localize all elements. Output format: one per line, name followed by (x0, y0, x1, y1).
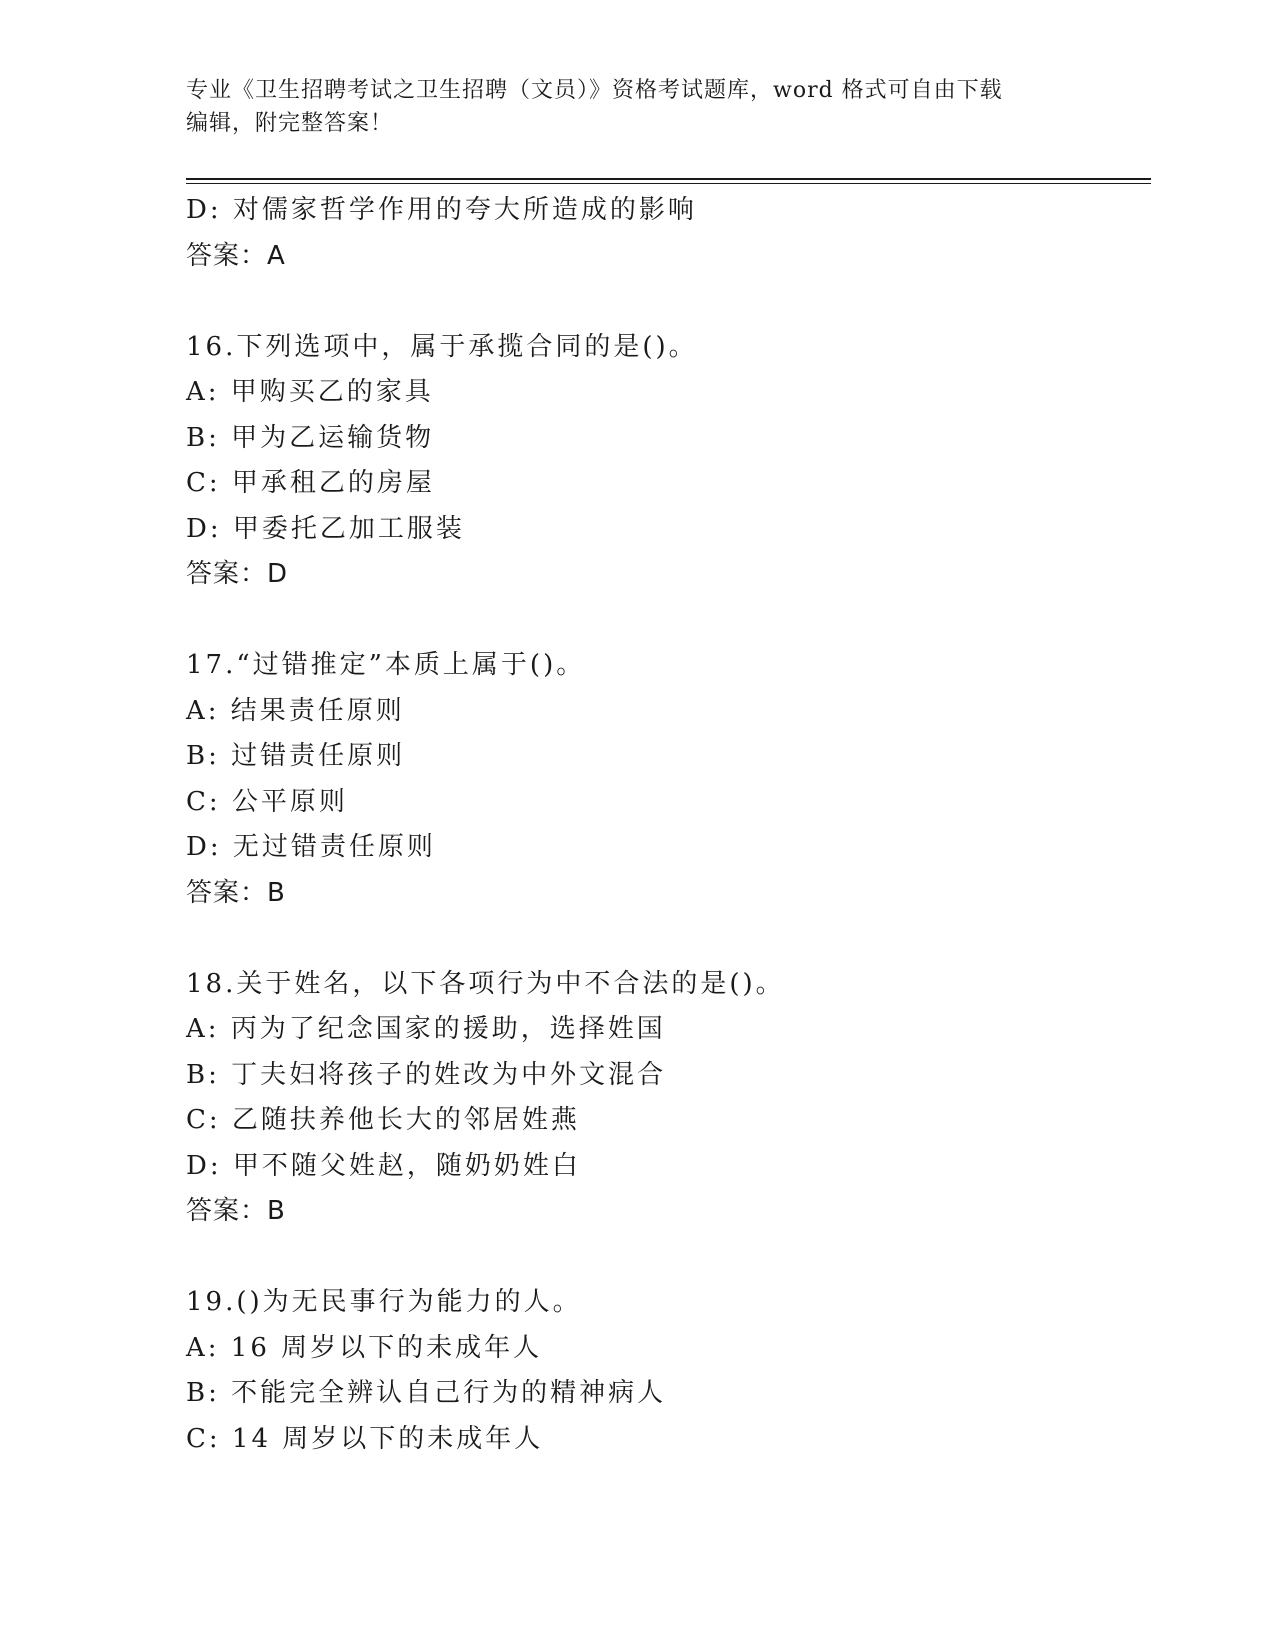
question-list (186, 188, 1146, 1462)
option-b: B: 不能完全辨认自己行为的精神病人 (186, 1378, 667, 1408)
question-stem: 17.“过错推定”本质上属于()。 (186, 650, 586, 680)
option-d: D: 无过错责任原则 (186, 832, 436, 862)
option-a: A: 甲购买乙的家具 (186, 377, 434, 407)
option-d: D: 甲委托乙加工服装 (186, 513, 465, 544)
answer-line: 答案：D (186, 559, 289, 589)
option-b: B: 甲为乙运输货物 (186, 422, 435, 453)
option-d: D: 甲不随父姓赵，随奶奶姓白 (186, 1150, 581, 1181)
option-c: C: 公平原则 (186, 786, 348, 817)
option-a: A: 丙为了纪念国家的援助，选择姓国 (186, 1014, 666, 1044)
option-b: B: 丁夫妇将孩子的姓改为中外文混合 (186, 1059, 667, 1090)
option-c: C: 甲承租乙的房屋 (186, 468, 435, 498)
option-d: D: 对儒家哲学作用的夸大所造成的影响 (186, 195, 697, 225)
header-divider (186, 178, 1151, 180)
question-stem: 18.关于姓名，以下各项行为中不合法的是()。 (186, 968, 785, 999)
header-divider-thin (186, 183, 1151, 184)
document-header (186, 74, 1066, 140)
header-line-2: 编辑，附完整答案！ (186, 111, 394, 136)
answer-line: 答案：A (186, 240, 286, 271)
question-19 (186, 1280, 1146, 1462)
question-stem: 16.下列选项中，属于承揽合同的是()。 (186, 331, 698, 362)
answer-line: 答案：B (186, 1196, 286, 1226)
question-16 (186, 325, 1146, 598)
option-a: A: 结果责任原则 (186, 695, 405, 726)
question-17 (186, 643, 1146, 916)
option-c: C: 乙随扶养他长大的邻居姓燕 (186, 1105, 580, 1135)
answer-line: 答案：B (186, 877, 286, 908)
option-a: A: 16 周岁以下的未成年人 (186, 1332, 543, 1363)
option-b: B: 过错责任原则 (186, 741, 406, 771)
question-stem: 19.()为无民事行为能力的人。 (186, 1287, 582, 1317)
prev-question-tail (186, 188, 1146, 279)
option-c: C: 14 周岁以下的未成年人 (186, 1423, 544, 1454)
header-line-1: 专业《卫生招聘考试之卫生招聘（文员）》资格考试题库，word 格式可自由下载 (186, 78, 1003, 103)
question-18 (186, 962, 1146, 1235)
